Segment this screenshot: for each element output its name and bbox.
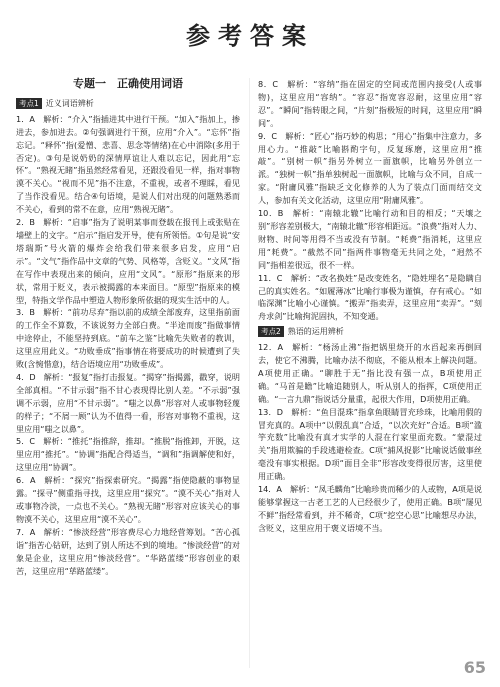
answer-paragraph: 2．B 解析：“启事”指为了说明某事而登载在报刊上或张贴在墙壁上的文字。“启示”指启发开导，使有所领悟。①句是说“安塔瑞斯”号火箭的爆炸会给我们带来很多启发，应用“启示”。“文气”指作品中文章的气势、风格等，含贬义。“文风”指在写作中表现出来的倾向，应用“文风”。“原形”指原来的形状，常用于贬义，表示被揭露的本来面目。“原型”指原来的模型，特指文学作品中塑造人物形象所依据的现实生活中的人。	[16, 217, 240, 305]
answer-paragraph: 3．B 解析：“前功尽弃”指以前的成绩全部废弃，这里指前面的工作全不算数，不该说努力全部白费。“半途而废”指做事情中途停止，不能坚持到底。“前车之鉴”比喻先失败者的教训，这里应用此义。“功败垂成”指事情在将要成功的时候遭到了失败(含惋惜意)，结合语境应用“功败垂成”。	[16, 307, 240, 370]
answer-paragraph: 10．B 解析：“南辕北辙”比喻行动和目的相反；“天壤之别”形容差别极大，“南辕北辙”形容相距远。“浪费”指对人力、财物、时间等用得不当或没有节制。“耗费”指消耗，这里应用“耗费”。“截然不同”指两件事物毫无共同之处，“迥然不同”指相差很远，很不一样。	[258, 208, 482, 270]
section-title: 近义词语辨析	[45, 98, 94, 108]
page-title: 参考答案	[186, 21, 314, 50]
answer-paragraph: 13．D 解析：“鱼目混珠”指拿鱼眼睛冒充珍珠，比喻用假的冒充真的。A项中“以假乱真”合适，“以次充好”合适。B项“滥竽充数”比喻没有真才实学的人混在行家里面充数。“蒙混过关”指用欺骗的手段逃避检查。C项“捕风捉影”比喻说话做事丝毫没有事实根据。D项“面目全非”形容改变得很厉害，这里使用正确。	[258, 406, 482, 482]
answer-paragraph: 8．C 解析：“容纳”指在固定的空间或范围内接受(人或事物)，这里应用“容纳”。“容忍”指宽容忍耐，这里应用“容忍”。“瞬间”指转眼之间，“片刻”指极短的时间，这里应用“瞬间”。	[258, 79, 482, 128]
section-tag: 考点2	[258, 326, 284, 337]
answer-paragraph: 6．A 解析：“探究”指探索研究。“揭露”指使隐蔽的事物显露。“探寻”侧重指寻找，这里应用“探究”。“漠不关心”指对人或事物冷淡，一点也不关心。“熟视无睹”形容对应该关心的事物漠不关心，这里应用“漠不关心”。	[16, 475, 240, 524]
left-column	[16, 78, 240, 577]
answer-paragraph: 7．A 解析：“惨淡经营”形容费尽心力地经营筹划。“苦心孤诣”指苦心钻研，达到了别人所达不到的境地。“惨淡经营”的对象是企业，这里应用“惨淡经营”。“华路蓝缕”形容创业的艰苦，这里应用“荜路蓝缕”。	[16, 526, 240, 576]
answer-paragraph: 1．A 解析：“介入”指插进其中进行干预。“加入”指加上，掺进去，参加进去。②句强调进行干预，应用“介入”。“忘怀”指忘记。“释怀”指(爱憎、悲喜、思念等情绪)在心中消除(多用于否定)。③句是说奶奶的深情厚谊让人难以忘记，因此用“忘怀”。“熟视无睹”指虽然经常看见，还跟没看见一样，指对事物漠不关心。“视而不见”指不注意，不重视，或者不理睬，看见了当作没看见。结合④句语境，是说人们对出现的问题熟悉而不关心，看到的常不在意，应用“熟视无睹”。	[16, 113, 240, 215]
section-title: 熟语的运用辨析	[287, 327, 344, 337]
answer-paragraph: 9．C 解析：“匠心”指巧妙的构思；“用心”指集中注意力，多用心力。“推敲”比喻斟酌字句，反复琢磨，这里应用“推敲”。“别树一帜”指另外树立一面旗帜，比喻另外创立一派。“独树一帜”指单独树起一面旗帜，比喻与众不同，自成一家。“附庸风雅”指缺乏文化修养的人为了装点门面而结交文人，参加有关文化活动，这里应用“附庸风雅”。	[258, 130, 482, 206]
answer-paragraph: 5．C 解析：“推托”指推辞，推却。“推脱”指推卸，开脱，这里应用“推托”。“协调”指配合得适当，“调和”指调解使和好，这里应用“协调”。	[16, 436, 240, 473]
page-number: 65	[463, 658, 486, 677]
answer-paragraph: 14．A 解析：“凤毛麟角”比喻珍贵而稀少的人或物，A项是说能够掌握这一古老工艺的人已经很少了，使用正确。B项“屡见不鲜”指经常看到，并不稀奇，C项“挖空心思”比喻想尽办法，含贬义，这里应用于褒义语境不当。	[258, 484, 483, 533]
section-header-2	[258, 325, 482, 339]
topic-heading: 专题一 正确使用词语	[73, 77, 183, 90]
answer-paragraph: 4．D 解析：“报复”指打击报复。“揭穿”指揭露，戳穿，说明全部真相。“不甘示弱”指不甘心表现得比别人差。“不示弱”强调不示弱，应用“不甘示弱”。“嗤之以鼻”形容对人或事物轻蔑的样子；“不屑一顾”认为不值得一看，形容对事物不重视，这里应用“嗤之以鼻”。	[16, 371, 240, 434]
column-divider	[249, 78, 250, 668]
section-tag: 考点1	[16, 98, 42, 109]
answer-paragraph: 12．A 解析：“杨汤止沸”指把锅里烧开的水舀起来再倒回去，使它不沸腾，比喻办法不彻底，不能从根本上解决问题。A项使用正确。“聊胜于无”指比没有强一点，B项使用正确。“马首是瞻”比喻追随别人，听从别人的指挥，C项使用正确。“一言九鼎”指说话分量重，起很大作用，D项使用正确。	[258, 342, 482, 404]
answer-paragraph: 11．C 解析：“改名换姓”是改变姓名，“隐姓埋名”是隐瞒自己的真实姓名。“如履薄冰”比喻行事极为谨慎，存有戒心。“如临深渊”比喻小心谨慎。“搬弄”指卖弄，这里应用“卖弄”。“刻舟求剑”比喻拘泥固执，不知变通。	[258, 272, 482, 322]
section-header-1	[16, 97, 240, 111]
right-column	[258, 78, 482, 535]
